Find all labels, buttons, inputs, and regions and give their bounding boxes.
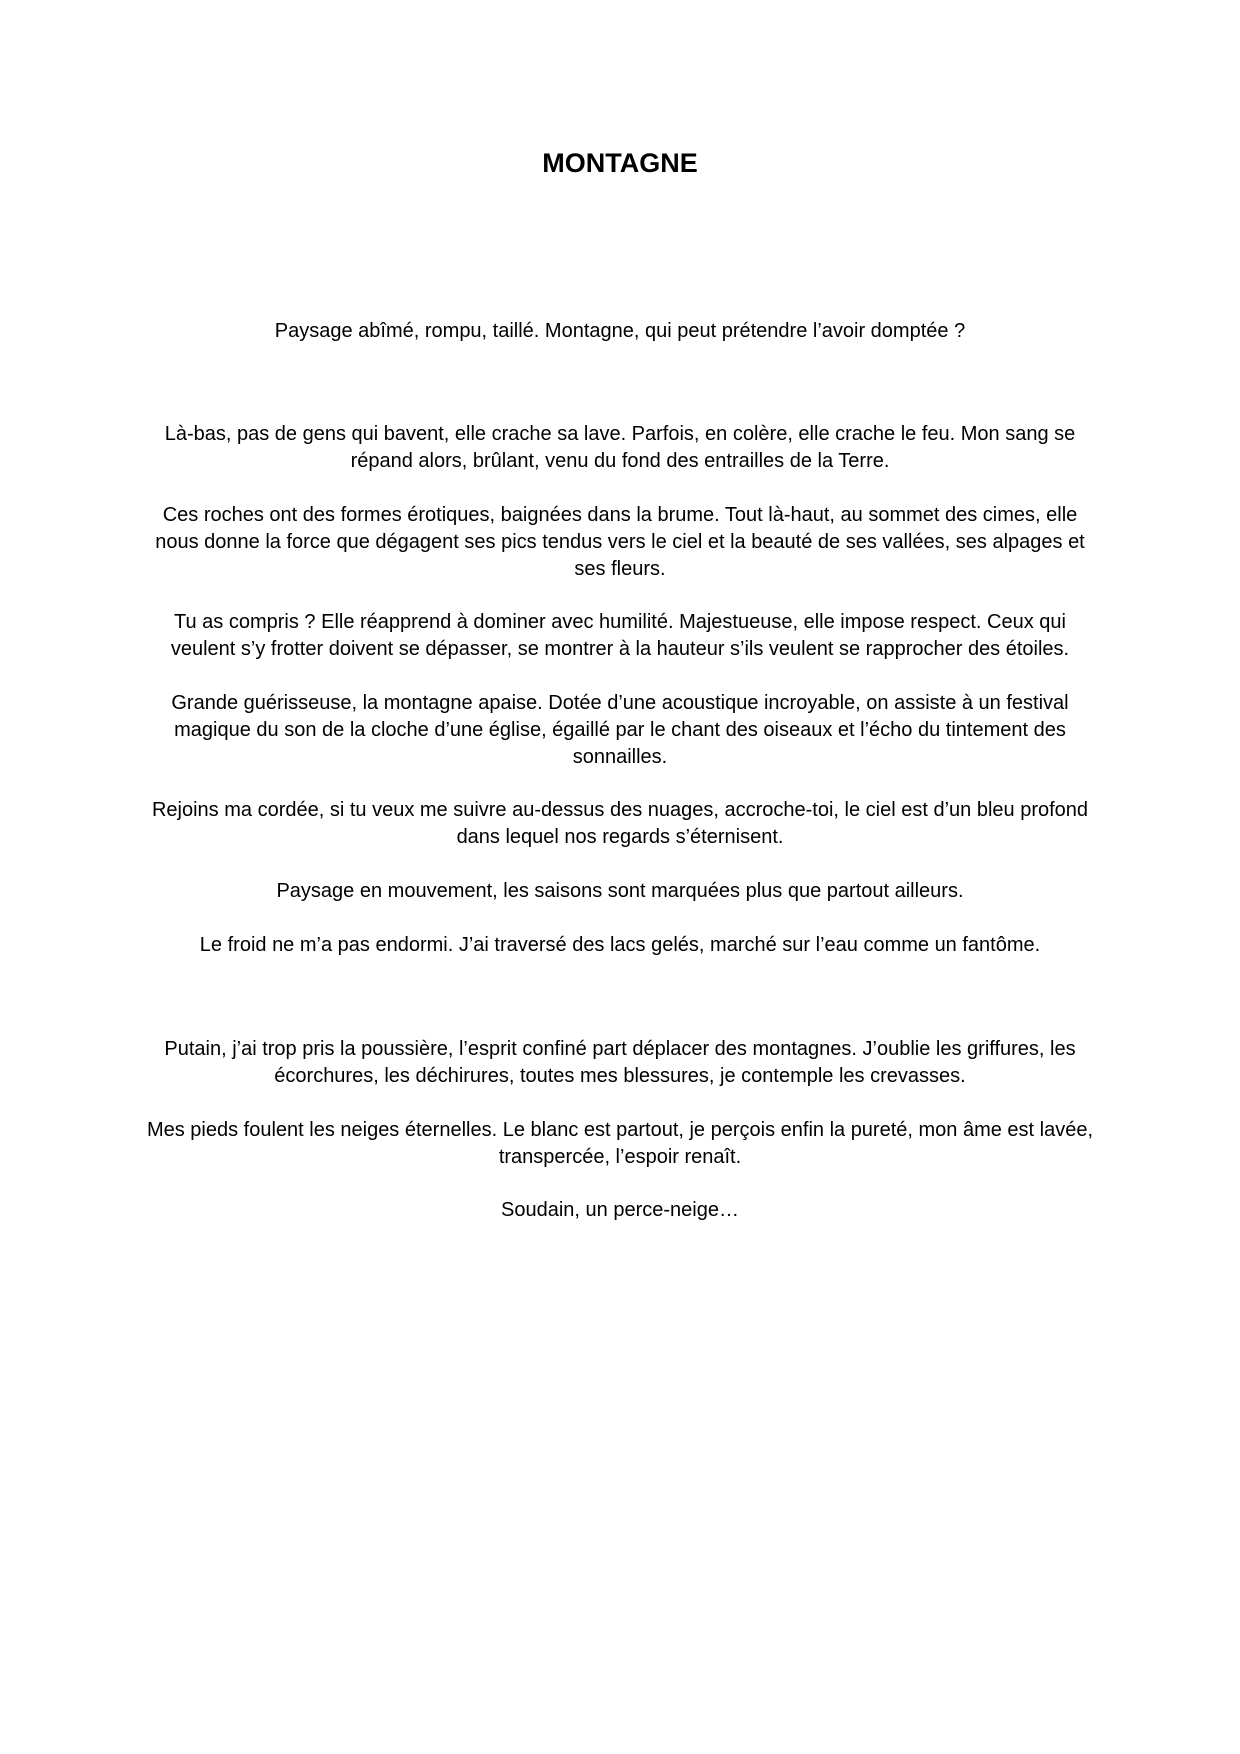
paragraph-4: Tu as compris ? Elle réapprend à dominer avec humilité. Majestueuse, elle impose respect. Ceux qui veulent s’y frotter doivent se dépasser, se montrer à la hauteur s’ils veulent se rapprocher des étoiles. — [170, 611, 1070, 660]
paragraph-10: Mes pieds foulent les neiges éternelles. Le blanc est partout, je perçois enfin la pureté, mon âme est lavée, transpercée, l’espoir renaît. — [146, 1119, 1094, 1168]
paragraph-1: Paysage abîmé, rompu, taillé. Montagne, qui peut prétendre l’avoir domptée ? — [274, 320, 966, 342]
paragraph-7: Paysage en mouvement, les saisons sont marquées plus que partout ailleurs. — [276, 880, 964, 902]
paragraph-6: Rejoins ma cordée, si tu veux me suivre au-dessus des nuages, accroche-toi, le ciel est d’un bleu profond dans lequel nos regards s’éternisent. — [151, 799, 1089, 848]
paragraph-5: Grande guérisseuse, la montagne apaise. Dotée d’une acoustique incroyable, on assiste à un festival magique du son de la cloche d’une église, égaillé par le chant des oiseaux et l’écho du tintement des sonnailles. — [171, 692, 1069, 768]
paragraph-9: Putain, j’ai trop pris la poussière, l’esprit confiné part déplacer des montagnes. J’oublie les griffures, les écorchures, les déchirures, toutes mes blessures, je contemple les crevasses. — [164, 1038, 1076, 1087]
paragraph-2: Là-bas, pas de gens qui bavent, elle crache sa lave. Parfois, en colère, elle crache le feu. Mon sang se répand alors, brûlant, venu du fond des entrailles de la Terre. — [164, 423, 1076, 472]
paragraph-11: Soudain, un perce-neige… — [501, 1199, 739, 1221]
paragraph-8: Le froid ne m’a pas endormi. J’ai traversé des lacs gelés, marché sur l’eau comme un fantôme. — [199, 934, 1041, 956]
page-title: MONTAGNE — [542, 148, 698, 178]
paragraph-3: Ces roches ont des formes érotiques, baignées dans la brume. Tout là-haut, au sommet des cimes, elle nous donne la force que dégagent ses pics tendus vers le ciel et la beauté de ses vallées, ses alpages et ses fleurs. — [155, 504, 1085, 580]
